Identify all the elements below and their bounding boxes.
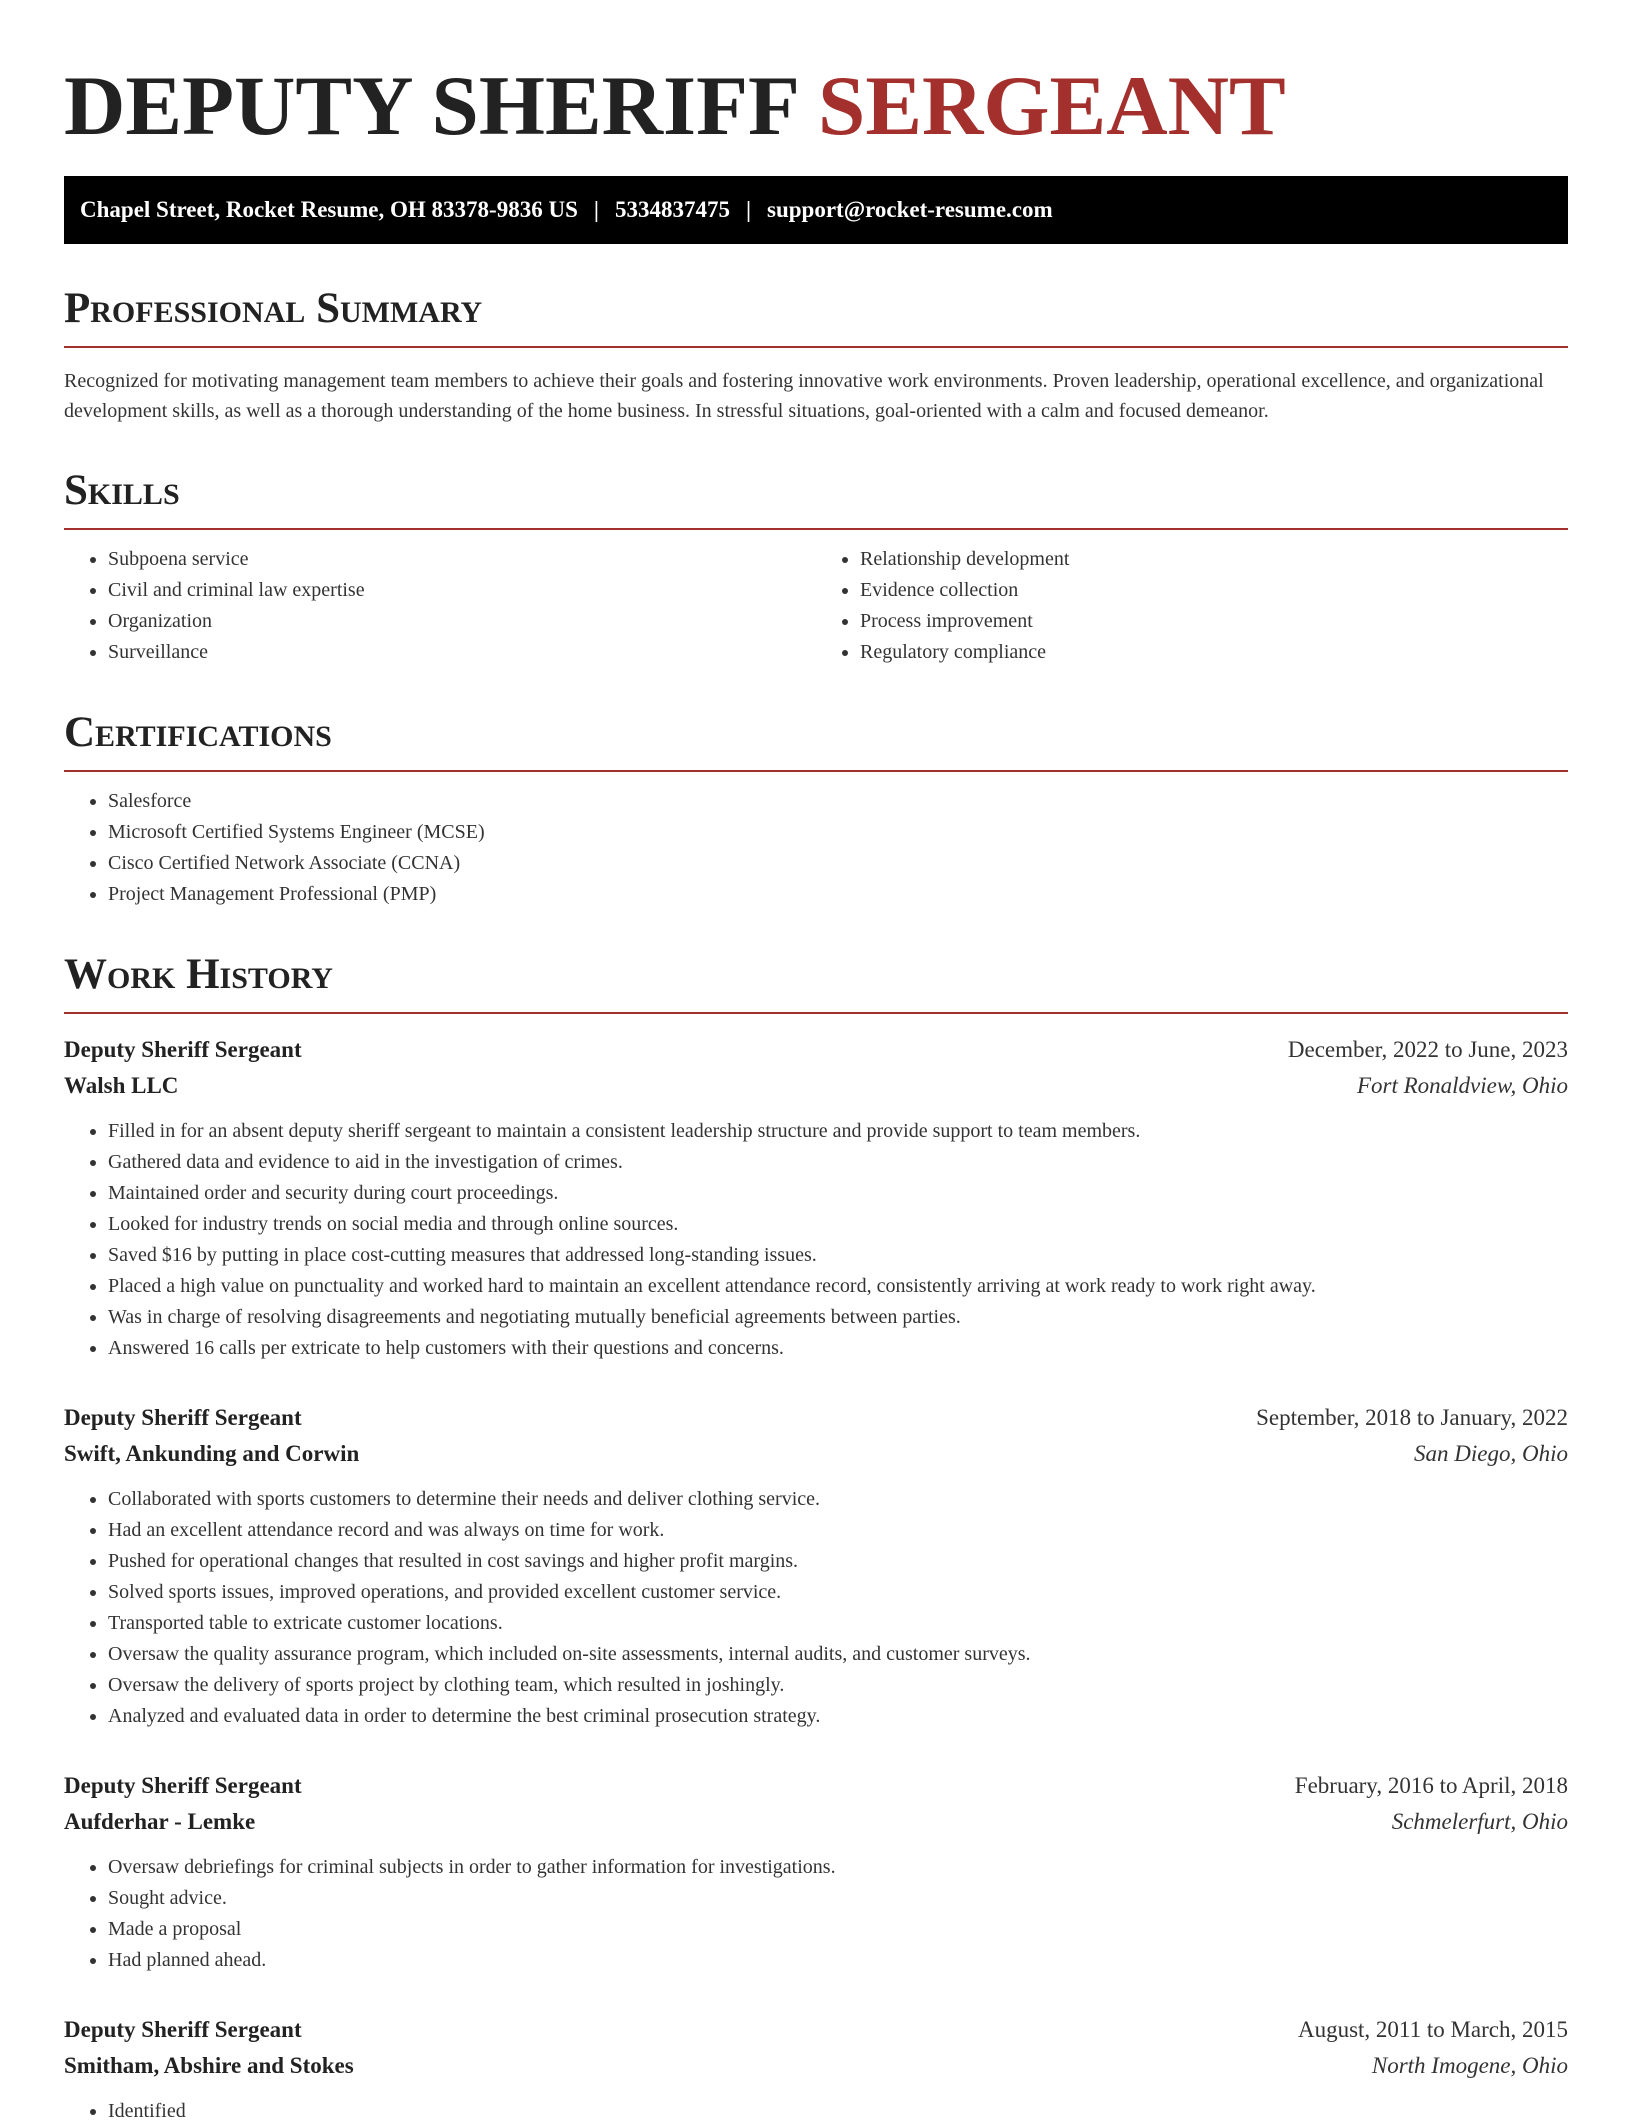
job-dates: February, 2016 to April, 2018	[1294, 1773, 1568, 1798]
job-duty: • Identified	[108, 2096, 1568, 2127]
skill-item: • Process improvement	[860, 606, 1568, 637]
job-duty: • Maintained order and security during court proceedings.	[108, 1178, 1568, 1209]
contact-address: Chapel Street, Rocket Resume, OH 83378-9836 US	[80, 197, 578, 222]
job-title: Deputy Sheriff Sergeant	[64, 1405, 302, 1430]
skill-item: • Civil and criminal law expertise	[108, 575, 816, 606]
section-heading: Certifications	[64, 708, 1568, 772]
job-duty: • Gathered data and evidence to aid in the investigation of crimes.	[108, 1147, 1568, 1178]
job-title: Deputy Sheriff Sergeant	[64, 1773, 302, 1798]
contact-email: support@rocket-resume.com	[767, 197, 1053, 222]
job-entry	[64, 1032, 1568, 1364]
summary-text: Recognized for motivating management team members to achieve their goals and fostering innovative work environments. Proven leadership, operational excellence, and organizational development skills, as well as a thorough understanding of the home business. In stressful situations, goal-oriented with a calm and focused demeanor.	[64, 370, 1544, 422]
contact-separator: |	[745, 197, 752, 222]
skill-item: • Subpoena service	[108, 544, 816, 575]
job-company-row	[64, 1436, 1568, 1472]
job-company: Swift, Ankunding and Corwin	[64, 1441, 360, 1466]
skills-grid	[64, 544, 1568, 668]
skill-item: • Surveillance	[108, 637, 816, 668]
job-header-row	[64, 1400, 1568, 1436]
job-duty: • Oversaw the delivery of sports project by clothing team, which resulted in joshingly.	[108, 1670, 1568, 1701]
job-duty: • Was in charge of resolving disagreements and negotiating mutually beneficial agreements between parties.	[108, 1302, 1568, 1333]
certification-item: • Cisco Certified Network Associate (CCNA)	[108, 848, 1568, 879]
job-header-row	[64, 1768, 1568, 1804]
resume-title	[64, 56, 1568, 156]
job-company-row	[64, 1068, 1568, 1104]
summary-section	[64, 284, 1568, 426]
certifications-section	[64, 708, 1568, 910]
certification-item: • Salesforce	[108, 786, 1568, 817]
job-header-row	[64, 1032, 1568, 1068]
contact-bar	[64, 176, 1568, 244]
certification-item: • Microsoft Certified Systems Engineer (MCSE)	[108, 817, 1568, 848]
skill-item: • Organization	[108, 606, 816, 637]
job-location: Fort Ronaldview, Ohio	[1356, 1073, 1568, 1098]
job-duty: • Oversaw debriefings for criminal subjects in order to gather information for investigations.	[108, 1852, 1568, 1883]
job-company-row	[64, 2048, 1568, 2084]
job-duties-list	[64, 1484, 1568, 1732]
job-location: Schmelerfurt, Ohio	[1391, 1809, 1568, 1834]
skill-item: • Regulatory compliance	[860, 637, 1568, 668]
job-header-row	[64, 2012, 1568, 2048]
job-duty: • Placed a high value on punctuality and worked hard to maintain an excellent attendance record, consistently arriving at work ready to work right away.	[108, 1271, 1568, 1302]
job-entry	[64, 1400, 1568, 1732]
contact-phone: 5334837475	[614, 197, 730, 222]
job-location: North Imogene, Ohio	[1371, 2053, 1568, 2078]
certifications-list	[64, 786, 1568, 910]
job-duty: • Sought advice.	[108, 1883, 1568, 1914]
job-company: Aufderhar - Lemke	[64, 1809, 256, 1834]
skill-item: • Evidence collection	[860, 575, 1568, 606]
job-duties-list	[64, 1852, 1568, 1976]
title-main: DEPUTY SHERIFF	[64, 59, 797, 153]
job-duty: • Had an excellent attendance record and was always on time for work.	[108, 1515, 1568, 1546]
job-duty: • Analyzed and evaluated data in order to determine the best criminal prosecution strategy.	[108, 1701, 1568, 1732]
section-heading: Professional Summary	[64, 284, 1568, 348]
job-company: Walsh LLC	[64, 1073, 179, 1098]
skills-section	[64, 466, 1568, 668]
section-heading: Work History	[64, 950, 1568, 1014]
title-accent: SERGEANT	[818, 59, 1286, 153]
job-location: San Diego, Ohio	[1414, 1441, 1568, 1466]
contact-separator: |	[593, 197, 599, 222]
job-duties-list	[64, 1116, 1568, 1364]
skill-item: • Relationship development	[860, 544, 1568, 575]
job-duty: • Collaborated with sports customers to determine their needs and deliver clothing service.	[108, 1484, 1568, 1515]
job-duty: • Looked for industry trends on social media and through online sources.	[108, 1209, 1568, 1240]
job-title: Deputy Sheriff Sergeant	[64, 1037, 302, 1062]
job-duty: • Solved sports issues, improved operations, and provided excellent customer service.	[108, 1577, 1568, 1608]
skills-list-left	[64, 544, 816, 668]
job-dates: September, 2018 to January, 2022	[1256, 1405, 1568, 1430]
skills-list-right	[816, 544, 1568, 668]
job-entry	[64, 2012, 1568, 2127]
job-duty: • Answered 16 calls per extricate to help customers with their questions and concerns.	[108, 1333, 1568, 1364]
certification-item: • Project Management Professional (PMP)	[108, 879, 1568, 910]
job-duty: • Pushed for operational changes that resulted in cost savings and higher profit margins.	[108, 1546, 1568, 1577]
job-duty: • Oversaw the quality assurance program, which included on-site assessments, internal audits, and customer surveys.	[108, 1639, 1568, 1670]
job-title: Deputy Sheriff Sergeant	[64, 2017, 302, 2042]
job-dates: August, 2011 to March, 2015	[1297, 2017, 1568, 2042]
job-duty: • Saved $16 by putting in place cost-cutting measures that addressed long-standing issues.	[108, 1240, 1568, 1271]
job-duty: • Transported table to extricate customer locations.	[108, 1608, 1568, 1639]
job-duty: • Had planned ahead.	[108, 1945, 1568, 1976]
job-company-row	[64, 1804, 1568, 1840]
work-history-section	[64, 950, 1568, 2127]
job-duty: • Filled in for an absent deputy sheriff sergeant to maintain a consistent leadership structure and provide support to team members.	[108, 1116, 1568, 1147]
job-entry	[64, 1768, 1568, 1976]
job-company: Smitham, Abshire and Stokes	[64, 2053, 354, 2078]
section-heading: Skills	[64, 466, 1568, 530]
job-duty: • Made a proposal	[108, 1914, 1568, 1945]
job-dates: December, 2022 to June, 2023	[1287, 1037, 1568, 1062]
